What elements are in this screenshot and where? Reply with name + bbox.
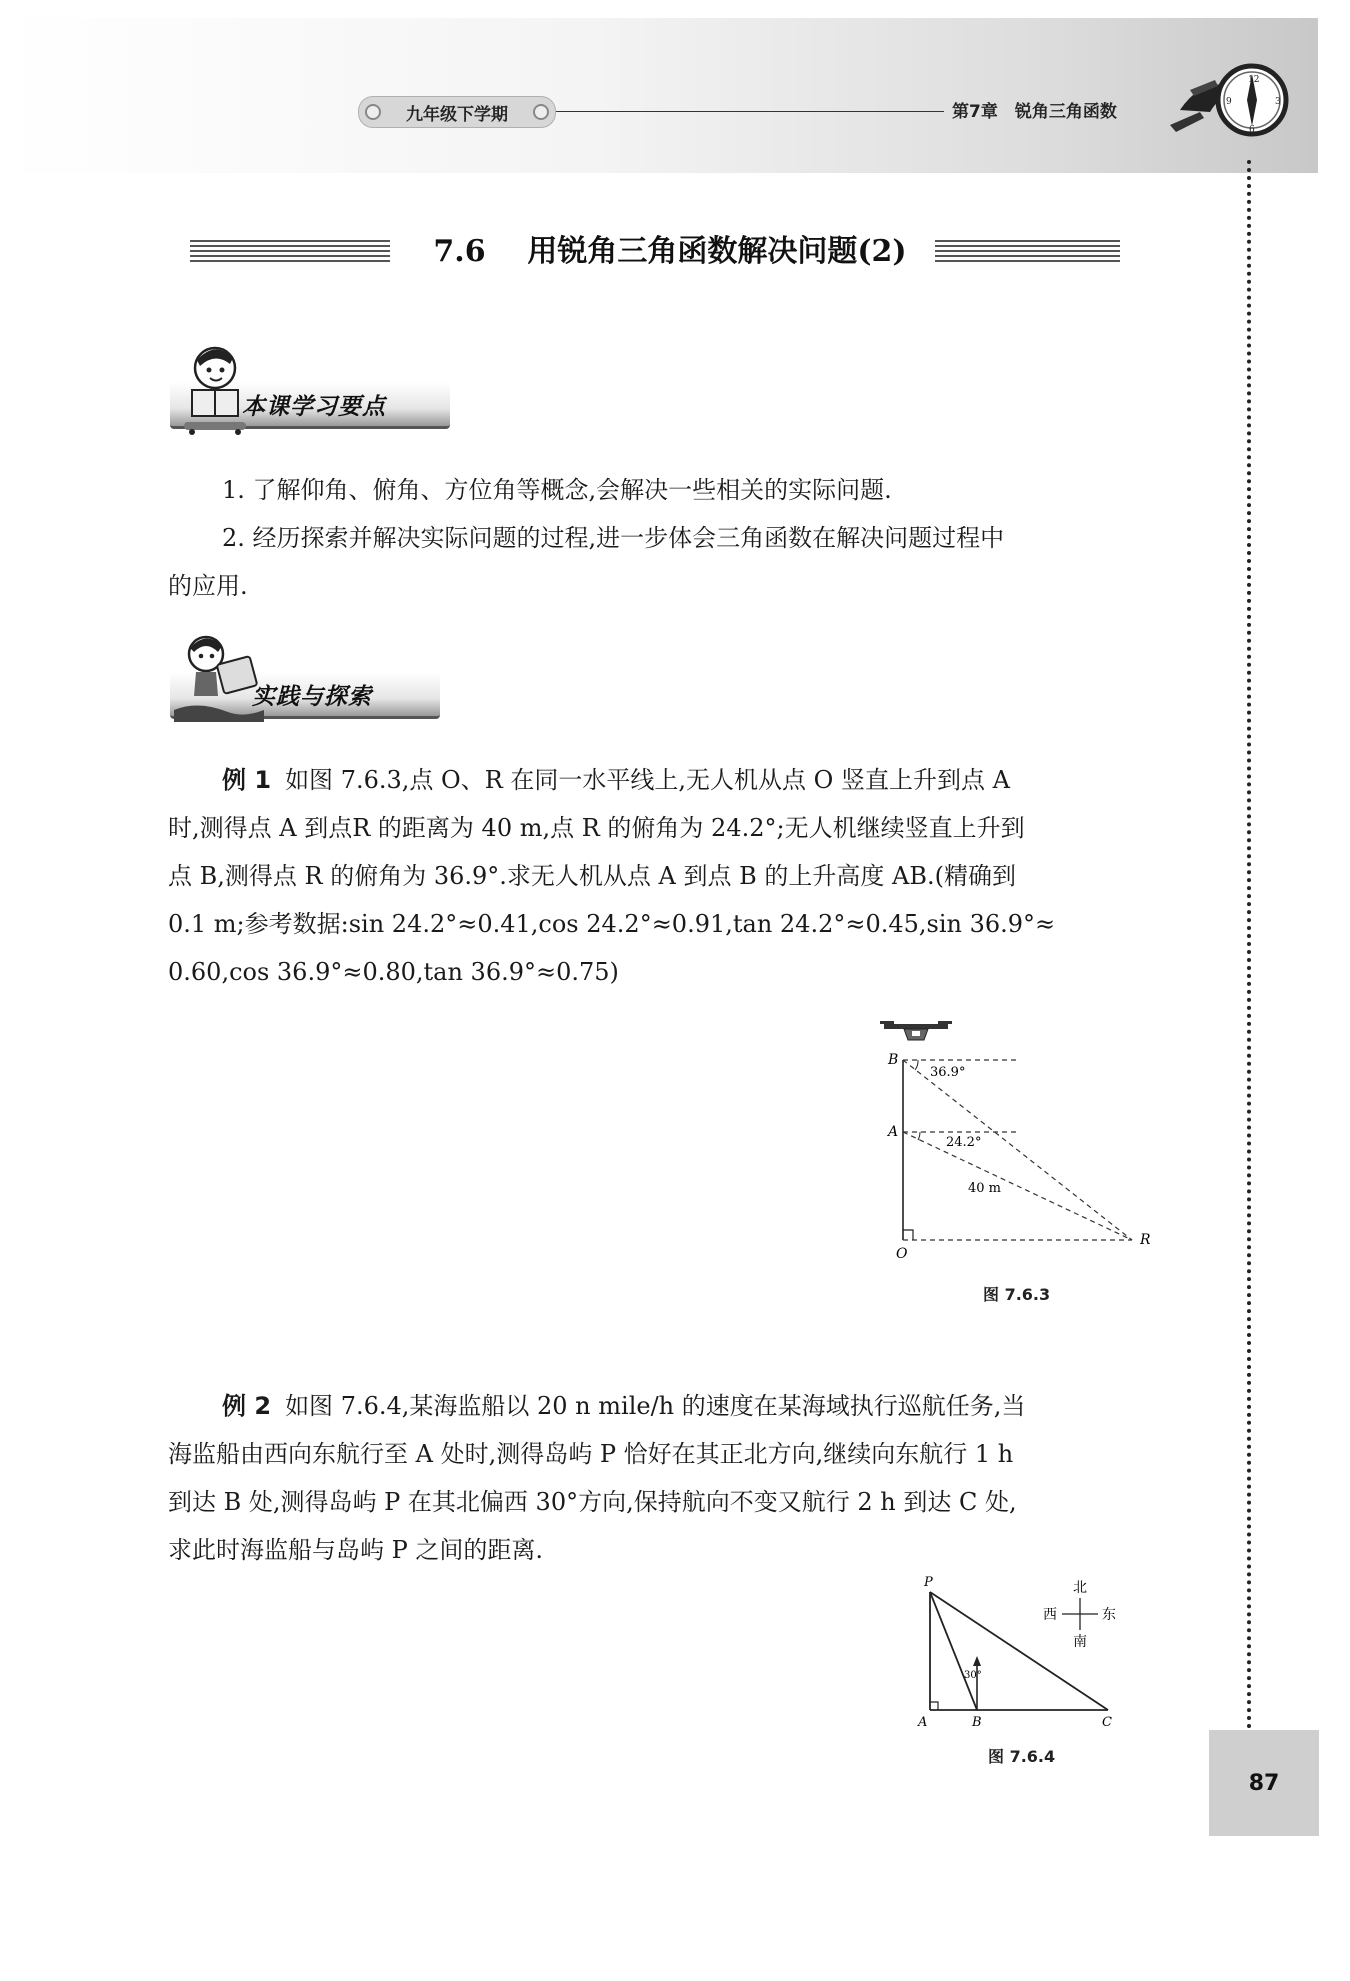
svg-text:6: 6 bbox=[1249, 125, 1255, 135]
section-title-text: 用锐角三角函数解决问题(2) bbox=[527, 234, 907, 269]
svg-text:3: 3 bbox=[1275, 97, 1281, 107]
angle-arc-A bbox=[918, 1132, 920, 1140]
label-A: A bbox=[918, 1715, 928, 1730]
distance-label: 40 m bbox=[968, 1181, 1002, 1196]
example-2-line: 到达 B 处,测得岛屿 P 在其北偏西 30°方向,保持航向不变又航行 2 h 到达 C 处, bbox=[168, 1488, 1017, 1516]
grade-text: 九年级下学期 bbox=[406, 104, 508, 125]
key-points-label: 本课学习要点 bbox=[242, 394, 386, 420]
line-PB bbox=[930, 1592, 977, 1710]
example-2 bbox=[168, 1382, 1158, 1574]
section-number: 7.6 bbox=[433, 234, 486, 269]
north-label: 北 bbox=[1073, 1580, 1087, 1596]
figure-7-6-4 bbox=[910, 1570, 1140, 1730]
example-1-line: 0.60,cos 36.9°≈0.80,tan 36.9°≈0.75) bbox=[168, 958, 619, 986]
line-BR bbox=[903, 1060, 1132, 1240]
pill-dot-icon bbox=[365, 104, 381, 120]
label-A: A bbox=[888, 1124, 899, 1140]
practice-badge bbox=[160, 630, 450, 730]
key-point-2: 2. 经历探索并解决实际问题的过程,进一步体会三角函数在解决问题过程中 bbox=[222, 524, 1005, 552]
section-title bbox=[190, 226, 1120, 276]
angle-arc-B bbox=[915, 1060, 918, 1070]
figure-7-6-3 bbox=[870, 1016, 1170, 1266]
angle-B-label: 36.9° bbox=[930, 1065, 966, 1080]
right-angle-mark bbox=[930, 1702, 938, 1710]
label-B: B bbox=[972, 1715, 982, 1730]
practice-label: 实践与探索 bbox=[252, 684, 372, 710]
label-B: B bbox=[888, 1052, 899, 1068]
chapter-label: 第7章 锐角三角函数 bbox=[952, 102, 1117, 122]
figure-caption: 图 7.6.3 bbox=[983, 1285, 1051, 1304]
title-stripes-right bbox=[935, 240, 1120, 262]
title-stripes-left bbox=[190, 240, 390, 262]
key-points-badge bbox=[160, 340, 450, 440]
right-angle-mark bbox=[903, 1230, 913, 1240]
svg-text:9: 9 bbox=[1226, 97, 1232, 107]
line-AR bbox=[903, 1132, 1132, 1240]
example-2-line: 求此时海监船与岛屿 P 之间的距离. bbox=[168, 1536, 544, 1564]
west-label: 西 bbox=[1043, 1607, 1057, 1623]
example-1-line: 点 B,测得点 R 的俯角为 36.9°.求无人机从点 A 到点 B 的上升高度 AB.(精确到 bbox=[168, 862, 1016, 890]
south-label: 南 bbox=[1073, 1634, 1087, 1650]
page-number: 87 bbox=[1209, 1730, 1319, 1836]
header-rule bbox=[556, 111, 944, 112]
pill-dot-icon bbox=[533, 104, 549, 120]
east-label: 东 bbox=[1102, 1607, 1116, 1623]
example-2-line: 海监船由西向东航行至 A 处时,测得岛屿 P 恰好在其正北方向,继续向东航行 1 h bbox=[168, 1440, 1014, 1468]
margin-dots bbox=[1247, 160, 1251, 1730]
key-point-2-cont: 的应用. bbox=[168, 572, 248, 600]
angle-label: 30° bbox=[964, 1670, 982, 1681]
line-PC bbox=[930, 1592, 1108, 1710]
key-point-1: 1. 了解仰角、俯角、方位角等概念,会解决一些相关的实际问题. bbox=[222, 476, 892, 504]
arrow-head-icon bbox=[973, 1656, 981, 1666]
drone-icon bbox=[880, 1021, 952, 1040]
example-1-line: 0.1 m;参考数据:sin 24.2°≈0.41,cos 24.2°≈0.91,tan 24.2°≈0.45,sin 36.9°≈ bbox=[168, 910, 1056, 938]
grade-label bbox=[358, 96, 556, 128]
example-1 bbox=[168, 756, 1158, 996]
svg-text:12: 12 bbox=[1248, 75, 1260, 85]
label-P: P bbox=[924, 1575, 933, 1590]
compass-rose-icon bbox=[1043, 1580, 1116, 1650]
example-1-line: 时,测得点 A 到点R 的距离为 40 m,点 R 的俯角为 24.2°;无人机继续竖直上升到 bbox=[168, 814, 1025, 842]
angle-A-label: 24.2° bbox=[946, 1135, 982, 1150]
label-R: R bbox=[1140, 1232, 1151, 1248]
figure-caption: 图 7.6.4 bbox=[988, 1747, 1056, 1766]
header-band bbox=[0, 18, 1318, 173]
example-1-line: 如图 7.6.3,点 O、R 在同一水平线上,无人机从点 O 竖直上升到点 A bbox=[285, 766, 1010, 794]
compass-runner-icon bbox=[1160, 50, 1290, 150]
example-2-line: 如图 7.6.4,某海监船以 20 n mile/h 的速度在某海域执行巡航任务,当 bbox=[285, 1392, 1026, 1420]
example-2-head: 例 2 bbox=[222, 1392, 272, 1420]
label-C: C bbox=[1102, 1715, 1112, 1730]
label-O: O bbox=[896, 1246, 908, 1262]
example-1-head: 例 1 bbox=[222, 766, 272, 794]
